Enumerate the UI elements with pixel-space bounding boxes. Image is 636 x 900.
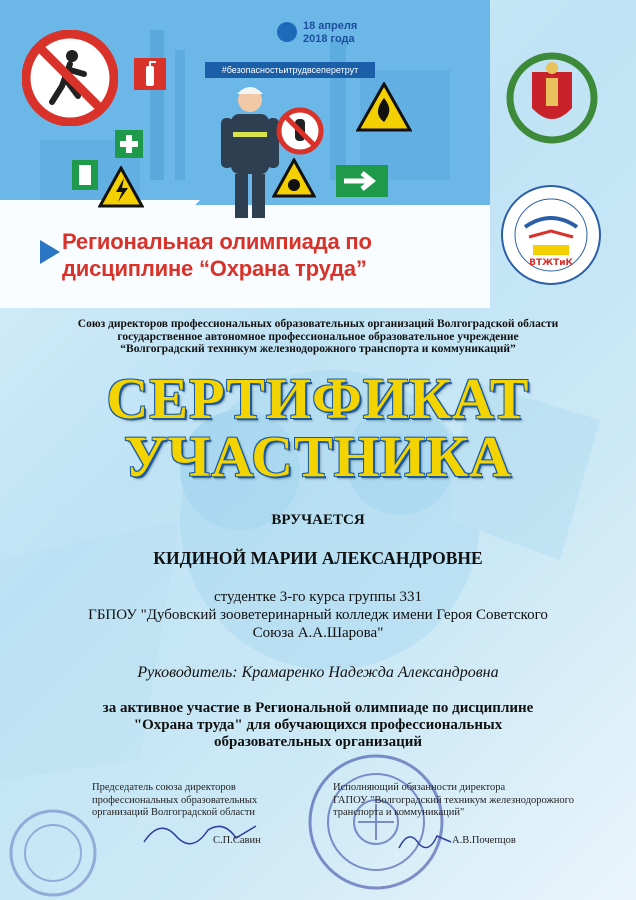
student-info xyxy=(0,588,636,642)
worker-figure-illustration xyxy=(215,80,285,220)
left-signature-scribble xyxy=(140,812,260,852)
hashtag-label: #безопасностьитрудвсеперетрут xyxy=(205,62,375,78)
student-info-line-2: ГБПОУ "Дубовский зооветеринарный колледж имени Героя Советского xyxy=(88,607,548,623)
right-signatory-title-line-3: транспорта и коммуникаций" xyxy=(333,807,465,818)
right-signatory-title xyxy=(333,782,613,820)
recipient-name: КИДИНОЙ МАРИИ АЛЕКСАНДРОВНЕ xyxy=(153,548,483,568)
supervisor-line: Руководитель: Крамаренко Надежда Александровна xyxy=(137,664,499,681)
olympiad-title-line-2: дисциплине “Охрана труда” xyxy=(62,256,367,281)
direction-arrow-sign-icon xyxy=(336,165,388,197)
college-logo-text: ВТЖТиК xyxy=(529,258,573,268)
certificate-title-line-2: УЧАСТНИКА xyxy=(124,424,512,489)
olympiad-title xyxy=(62,228,372,282)
organizers-block xyxy=(20,318,616,356)
award-reason-line-2: "Охрана труда" для обучающихся профессиональных xyxy=(133,717,503,733)
olympiad-banner xyxy=(0,0,490,308)
certificate-title-line-1: СЕРТИФИКАТ xyxy=(106,366,530,431)
left-signatory-name: С.П.Савин xyxy=(213,835,261,846)
electrical-hazard-sign-icon xyxy=(98,166,144,208)
college-logo-icon xyxy=(499,183,603,287)
right-signatory-title-line-1: Исполняющий обязанности директора xyxy=(333,782,506,793)
left-signatory-title-line-1: Председатель союза директоров xyxy=(92,782,236,793)
student-info-line-3: Союза А.А.Шарова" xyxy=(252,625,384,641)
machinery-hazard-sign-icon xyxy=(272,158,316,198)
certificate-title xyxy=(0,366,636,489)
flammable-hazard-sign-icon xyxy=(356,82,412,132)
exit-door-sign-icon xyxy=(72,160,98,190)
student-info-line-1: студентке 3-го курса группы 331 xyxy=(214,589,422,605)
right-signatory-name: А.В.Почепцов xyxy=(452,835,516,846)
award-reason xyxy=(40,700,596,751)
no-pedestrian-sign-icon xyxy=(22,30,118,126)
event-date-text: 18 апреля 2018 года xyxy=(303,20,358,45)
left-signatory-title-line-2: профессиональных образовательных xyxy=(92,794,258,806)
fire-extinguisher-sign-icon xyxy=(134,58,166,90)
official-stamp-icon xyxy=(306,752,446,892)
no-touching-sign-icon xyxy=(276,107,324,155)
calendar-icon xyxy=(277,22,297,42)
event-date xyxy=(303,20,357,46)
olympiad-title-line-1: Региональная олимпиада по xyxy=(62,229,372,254)
organizer-line-1: Союз директоров профессиональных образовательных организаций Волгоградской области xyxy=(77,318,559,330)
union-stamp-icon xyxy=(8,808,98,898)
right-signature-scribble xyxy=(395,826,455,856)
emergency-exit-sign-icon xyxy=(115,130,143,158)
right-signatory-title-line-2: ГАПОУ "Волгоградский техникум железнодорожного xyxy=(333,794,574,806)
award-reason-line-3: образовательных организаций xyxy=(214,734,422,750)
organizer-line-3: “Волгоградский техникум железнодорожного транспорта и коммуникаций” xyxy=(120,343,516,355)
volgograd-region-emblem-icon xyxy=(506,52,598,144)
awarded-label: ВРУЧАЕТСЯ xyxy=(271,512,365,528)
award-reason-line-1: за активное участие в Региональной олимпиаде по дисциплине xyxy=(102,700,534,716)
organizer-line-2: государственное автономное профессиональное образовательное учреждение xyxy=(117,330,519,343)
left-signatory-title-line-3: организаций Волгоградской области xyxy=(92,807,256,818)
